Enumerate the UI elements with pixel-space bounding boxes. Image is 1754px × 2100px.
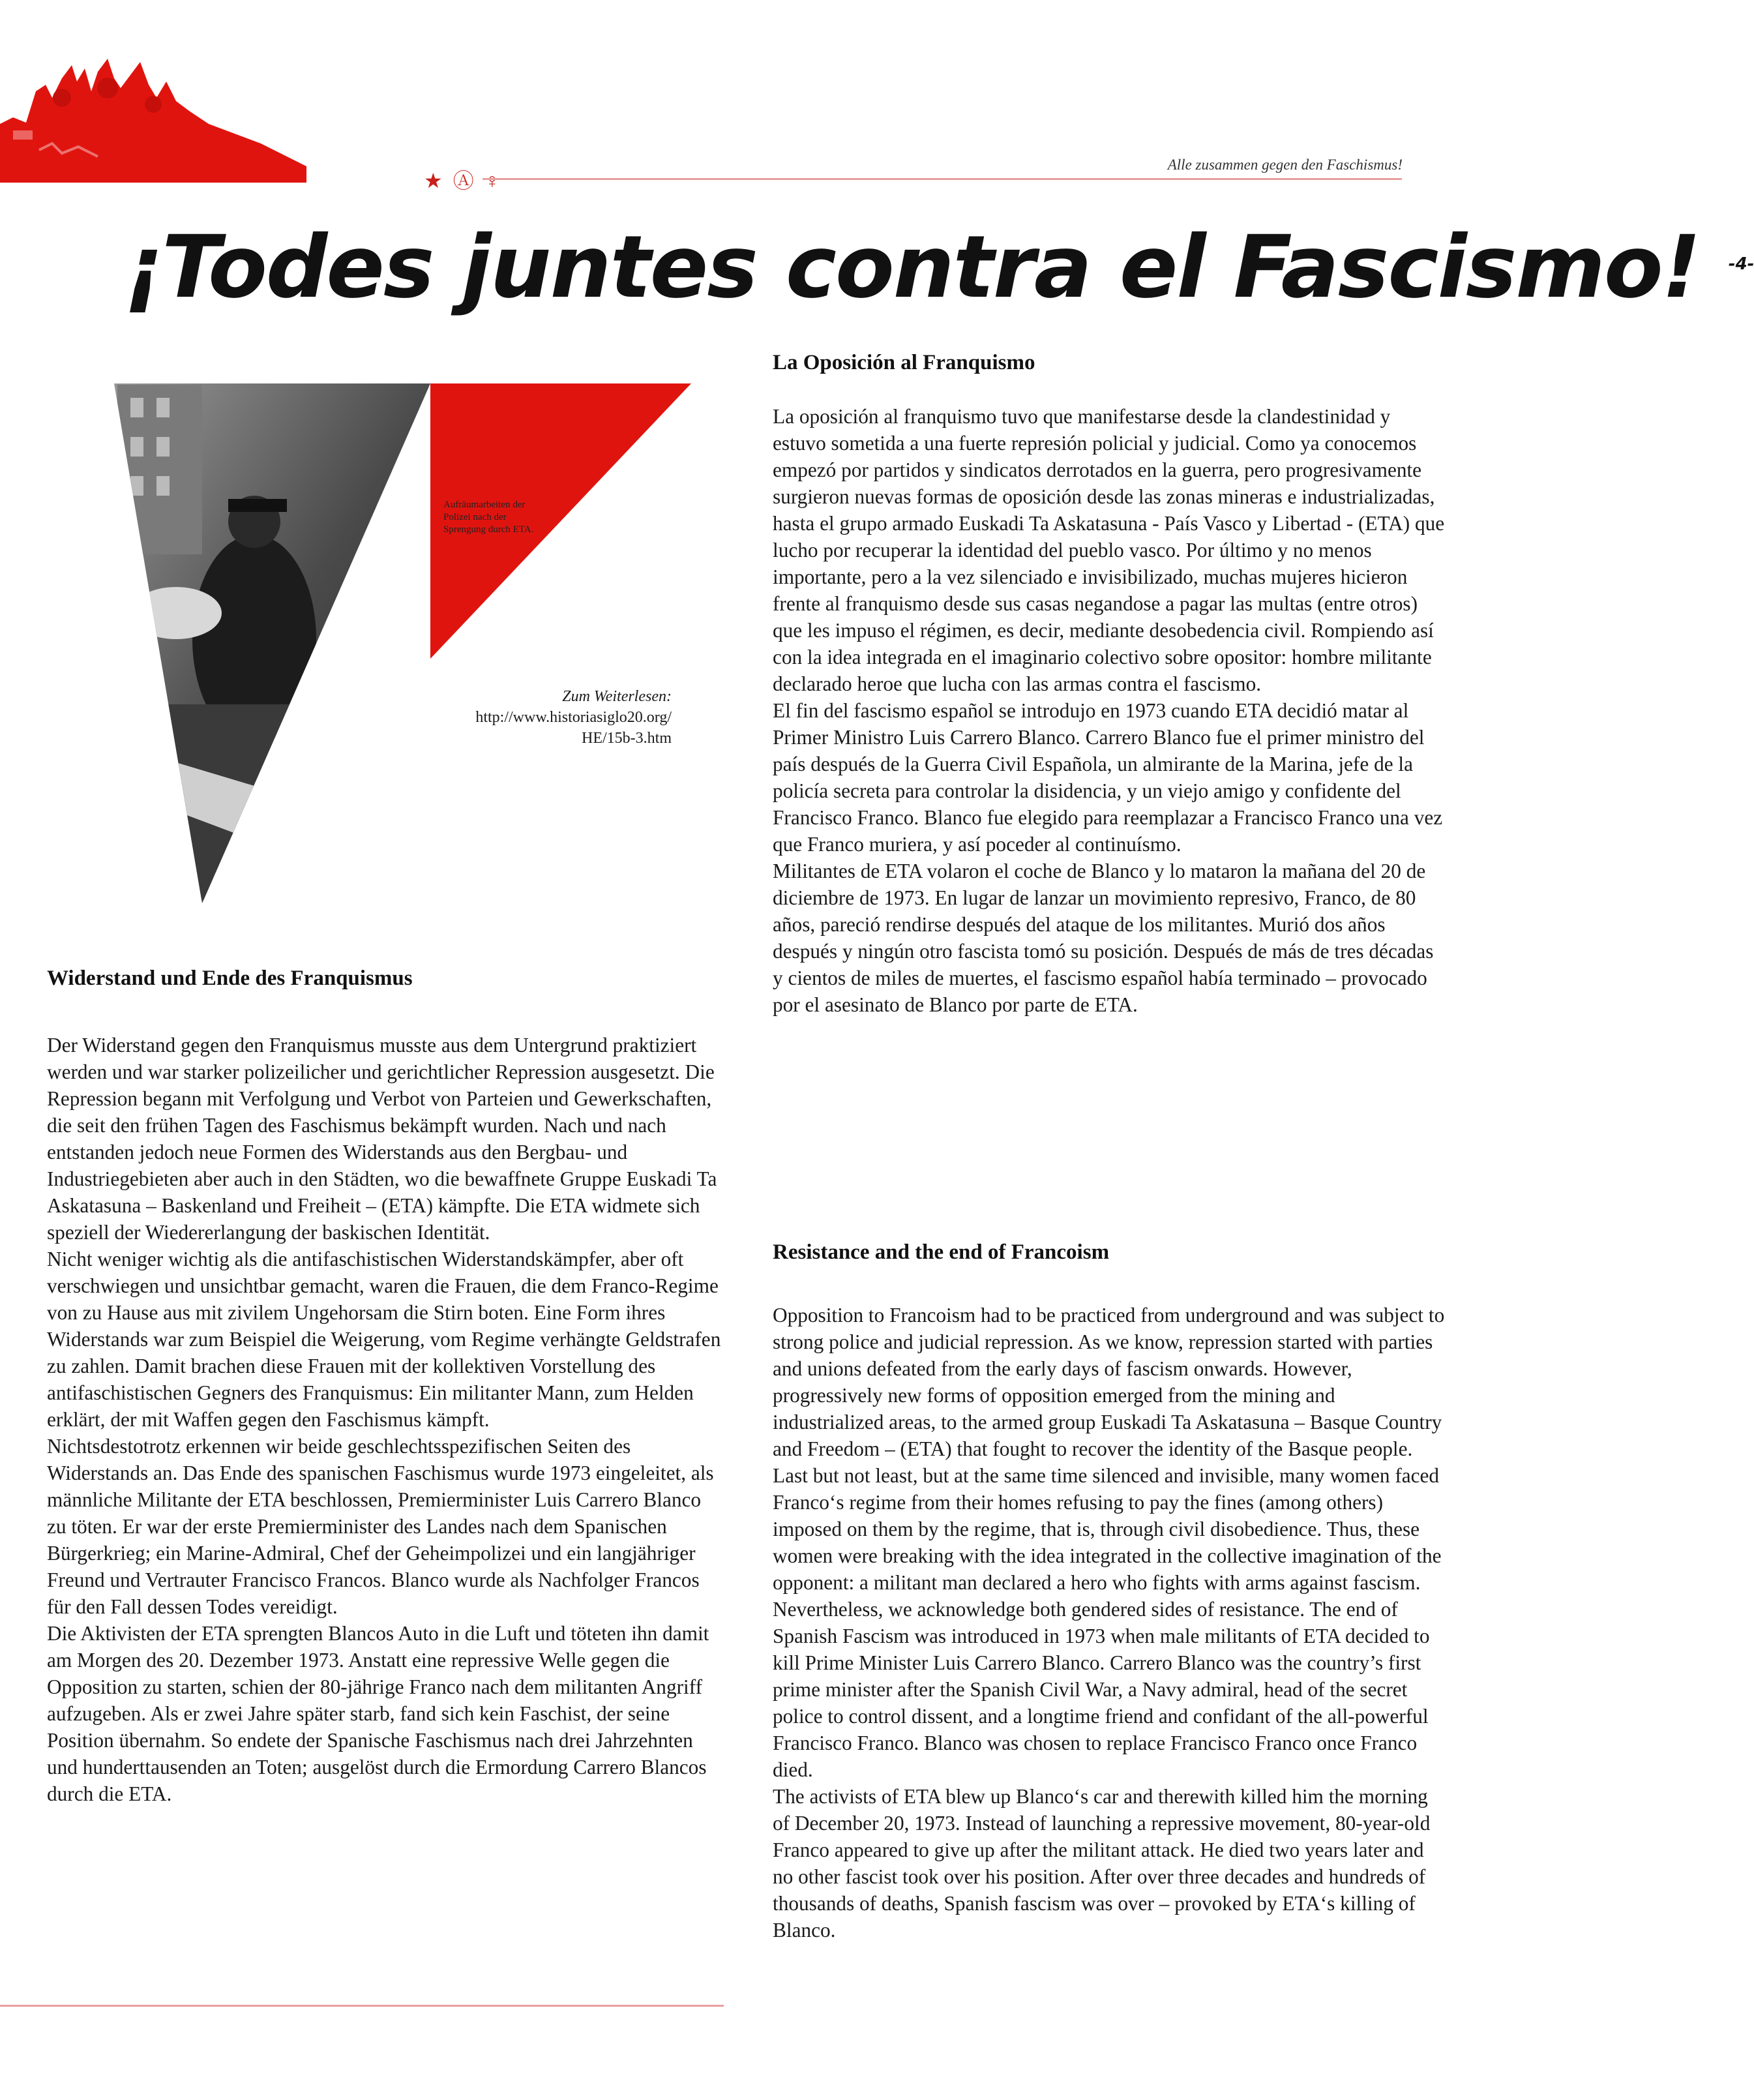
- german-body: [47, 1032, 725, 1807]
- header-rule: [483, 178, 1402, 180]
- german-paragraph: Der Widerstand gegen den Franquismus musste aus dem Untergrund praktiziert werden und war starker polizeilicher und gerichtlicher Repression ausgesetzt. Die Repression begann mit Verfolgung und Verbot von Parteien und Gewerkschaften, die seit den frühen Tagen des Faschismus bekämpft wurden. Nach und nach entstanden jedoch neue Formen des Widerstands aus den Bergbau- und Industriegebieten aber auch in den Städten, wo die bewaffnete Gruppe Euskadi Ta Askatasuna – Baskenland und Freiheit – (ETA) kämpfte. Die ETA widmete sich speziell der Wiedererlangung der baskischen Identität.: [47, 1034, 717, 1244]
- english-paragraph: Opposition to Francoism had to be practiced from underground and was subject to strong police and judicial repression. As we know, repression started with parties and unions defeated from the early days of fascism onwards. However, progressively new forms of opposition emerged from the mining and industrialized areas, to the armed group Euskadi Ta Askatasuna – Basque Country and Freedom – (ETA) that fought to recover the identity of the Basque people. Last but not least, but at the same time silenced and invisible, many women faced Franco‘s regime from their homes refusing to pay the fines (among others) imposed on them by the regime, that is, through civil disobedience. Thus, these women were breaking with the idea integrated in the collective imagination of the opponent: a militant man declared a hero who fights with arms against fascism.: [773, 1304, 1445, 1594]
- german-heading: Widerstand und Ende des Franquismus: [47, 967, 413, 990]
- read-more-link[interactable]: http://www.historiasiglo20.org/ HE/15b-3.htm: [475, 709, 672, 747]
- title-text: ¡Todes juntes contra el Fascismo!: [124, 217, 1700, 318]
- spanish-paragraph: La oposición al franquismo tuvo que manifestarse desde la clandestinidad y estuvo sometida a una fuerte represión policial y judicial. Como ya conocemos empezó por partidos y sindicatos derrotados en la guerra, pero progresivamente surgieron nuevas formas de oposición desde las zonas mineras e industrializadas, hasta el grupo armado Euskadi Ta Askatasuna - País Vasco y Libertad - (ETA) que lucho por recuperar la identidad del pueblo vasco. Por último y no menos importante, pero a la vez silenciado e invisibilizado, muchas mujeres hicieron frente al franquismo desde sus casas negandose a pagar las multas (entre otros) que les impuso el régimen, es decir, mediante desobedencia civil. Rompiendo así con la idea integrada en el imaginario colectivo sobre opositor: hombre militante declarado heroe que lucha con las armas contra el fascismo.: [773, 405, 1445, 695]
- page-number: -4-: [1728, 254, 1754, 274]
- header-protest-illustration: [0, 52, 306, 183]
- spanish-paragraph: Militantes de ETA volaron el coche de Blanco y lo mataron la mañana del 20 de diciembre de 1973. En lugar de lanzar un movimiento represivo, Franco, de 80 años, pareció rendirse después del ataque de los militantes. Murió dos años después y ningún otro fascista tomó su posición. Después de más de tres décadas y cientos de miles de muertes, el fascismo español había terminado – provocado por el asesinato de Blanco por parte de ETA.: [773, 860, 1434, 1016]
- photo-triangle: [39, 339, 717, 913]
- spanish-body: [773, 403, 1448, 1018]
- english-body: [773, 1302, 1448, 1943]
- german-paragraph: Nichtsdestotrotz erkennen wir beide geschlechtsspezifischen Seiten des Widerstands an. Das Ende des spanischen Faschismus wurde 1973 eingeleitet, als männliche Militante der ETA beschlossen, Premierminister Luis Carrero Blanco zu töten. Er war der erste Premierminister des Landes nach dem Spanischen Bürgerkrieg; ein Marine-Admiral, Chef der Geheimpolizei und ein langjähriger Freund und Vertrauter Francisco Francos. Blanco wurde als Nachfolger Francos für den Fall dessen Todes vereidigt.: [47, 1435, 714, 1618]
- german-paragraph: Die Aktivisten der ETA sprengten Blancos Auto in die Luft und töteten ihn damit am Morgen des 20. Dezember 1973. Anstatt eine repressive Welle gegen die Opposition zu starten, schien der 80-jährige Franco nach dem militanten Angriff aufzugeben. Als er zwei Jahre später starb, fand sich kein Faschist, der seine Position übernahm. So endete der Spanische Faschismus nach drei Jahrzehnten und hunderttausenden an Toten; ausgelöst durch die Ermordung Carrero Blancos durch die ETA.: [47, 1622, 709, 1805]
- english-paragraph: The activists of ETA blew up Blanco‘s car and therewith killed him the morning of December 20, 1973. Instead of launching a repressive movement, 80-year-old Franco appeared to give up after the militant attack. He died two years later and no other fascist took over his position. After over three decades and hundreds of thousands of deaths, Spanish fascism was over – provoked by ETA‘s killing of Blanco.: [773, 1785, 1431, 1942]
- street-photo: [104, 378, 443, 913]
- read-more: [424, 686, 672, 749]
- photo-caption: Aufräumarbeiten der Polizei nach der Sprengung durch ETA.: [443, 500, 534, 535]
- english-paragraph: Nevertheless, we acknowledge both gendered sides of resistance. The end of Spanish Fascism was introduced in 1973 when male militants of ETA decided to kill Prime Minister Luis Carrero Blanco. Carrero Blanco was the country’s first prime minister after the Spanish Civil War, a Navy admiral, head of the secret police to control dissent, and a longtime friend and confidant of the all-powerful Francisco Franco. Blanco was chosen to replace Francisco Franco once Franco died.: [773, 1598, 1430, 1781]
- header-symbols: ★ Ⓐ ♀: [424, 169, 503, 192]
- footer-rule: [0, 2005, 724, 2007]
- header-tagline: Alle zusammen gegen den Faschismus!: [1167, 157, 1403, 173]
- page-title: [124, 215, 1754, 318]
- english-heading: Resistance and the end of Francoism: [773, 1240, 1110, 1264]
- read-more-label: Zum Weiterlesen:: [562, 688, 672, 705]
- german-paragraph: Nicht weniger wichtig als die antifaschistischen Widerstandskämpfer, aber oft verschwiegen und unsichtbar gemacht, waren die Frauen, die dem Franco-Regime von zu Hause aus mit zivilem Ungehorsam die Stirn boten. Eine Form ihres Widerstands war zum Beispiel die Weigerung, vom Regime verhängte Geldstrafen zu zahlen. Damit brachen diese Frauen mit der kollektiven Vorstellung des antifaschistischen Gegners des Franquismus: Ein militanter Mann, zum Helden erklärt, der mit Waffen gegen den Faschismus kämpft.: [47, 1248, 721, 1431]
- spanish-heading: La Oposición al Franquismo: [773, 351, 1035, 374]
- spanish-paragraph: El fin del fascismo español se introdujo en 1973 cuando ETA decidió matar al Primer Ministro Luis Carrero Blanco. Carrero Blanco fue el primer ministro del país después de la Guerra Civil Española, un almirante de la Marina, jefe de la policía secreta para controlar la disidencia, y un viejo amigo y confidente del Francisco Franco. Blanco fue elegido para reemplazar a Francisco Franco una vez que Franco muriera, y así poceder al continuísmo.: [773, 699, 1443, 856]
